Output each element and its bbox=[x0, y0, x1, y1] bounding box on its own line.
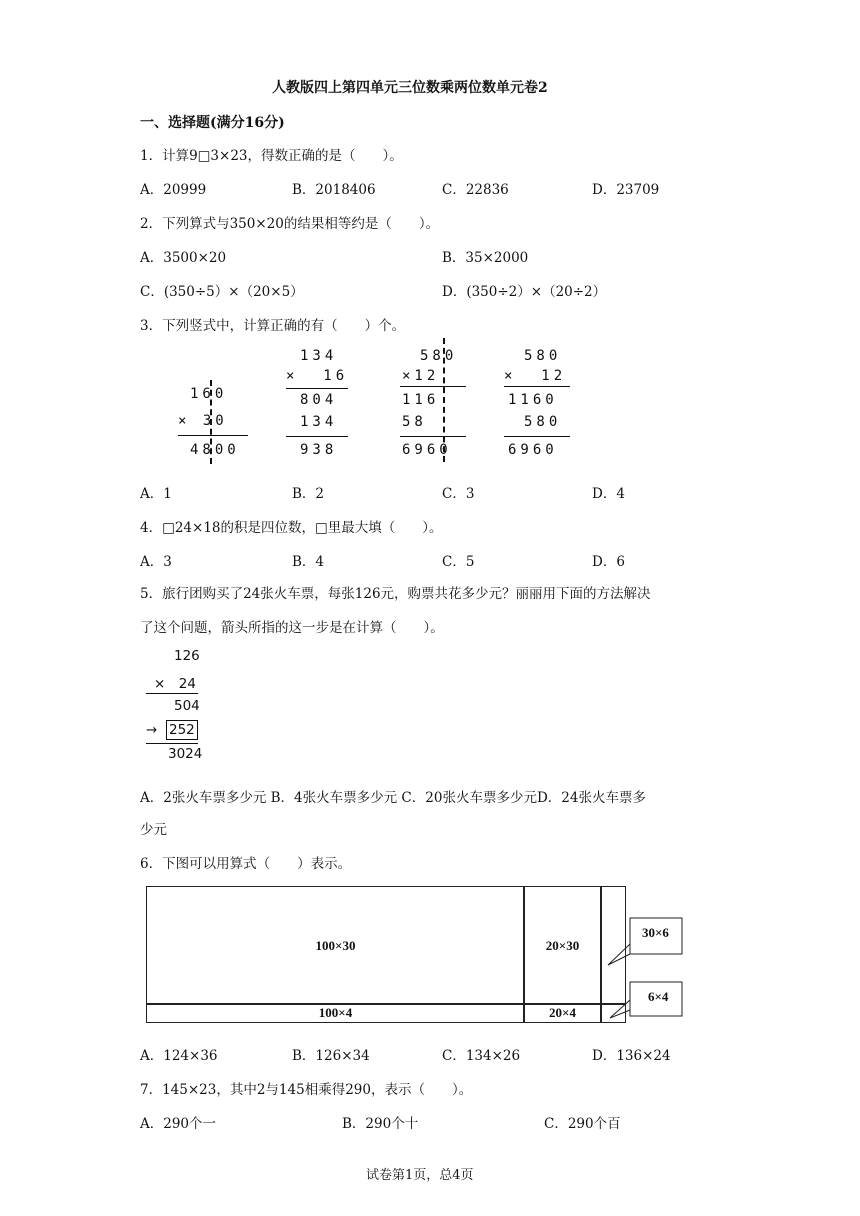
q4-option-c: C．5 bbox=[442, 554, 475, 570]
question-5-stem-line1: 5．旅行团购买了24张火车票，每张126元，购票共花多少元？丽丽用下面的方法解决 bbox=[140, 586, 651, 602]
calc1-row1: 160 bbox=[190, 386, 228, 402]
q4-option-b: B．4 bbox=[292, 554, 325, 570]
calc3-row1: 580 bbox=[420, 348, 458, 364]
cell-20x30: 20×30 bbox=[523, 886, 602, 1005]
q5-row-a: 126 bbox=[174, 648, 200, 664]
cell-20x4: 20×4 bbox=[523, 1003, 602, 1023]
q6-option-d: D．136×24 bbox=[592, 1048, 671, 1064]
q5-options-line1: A．2张火车票多少元 B．4张火车票多少元 C．20张火车票多少元D．24张火车票多 bbox=[140, 790, 646, 806]
calc3-row4: 58 bbox=[402, 414, 427, 430]
calc3-row5: 6960 bbox=[402, 442, 452, 458]
callout-30x6: 30×6 bbox=[642, 925, 669, 940]
calc2-row4: 134 bbox=[300, 414, 338, 430]
calc2-row2: × 16 bbox=[286, 368, 349, 384]
q5-row-d-boxed: 252 bbox=[166, 720, 198, 740]
q2-option-b: B．35×2000 bbox=[442, 250, 529, 266]
calc2-row5: 938 bbox=[300, 442, 338, 458]
q6-option-a: A．124×36 bbox=[140, 1048, 218, 1064]
page-title: 人教版四上第四单元三位数乘两位数单元卷2 bbox=[272, 80, 548, 96]
q2-option-d: D．(350÷2）×（20÷2） bbox=[442, 284, 607, 300]
arrow-icon: → bbox=[146, 722, 158, 738]
section-heading: 一、选择题(满分16分) bbox=[140, 115, 285, 131]
question-7-stem: 7．145×23，其中2与145相乘得290，表示（ ）。 bbox=[140, 1082, 473, 1098]
q6-option-c: C．134×26 bbox=[442, 1048, 521, 1064]
q5-row-e: 3024 bbox=[168, 746, 203, 762]
q1-option-a: A．20999 bbox=[140, 182, 207, 198]
q2-option-c: C．(350÷5）×（20×5） bbox=[140, 284, 304, 300]
q5-options-line2: 少元 bbox=[140, 822, 167, 838]
calc2-row1: 134 bbox=[300, 348, 338, 364]
q1-option-c: C．22836 bbox=[442, 182, 509, 198]
q5-row-c: 504 bbox=[174, 698, 200, 714]
calc3-row3: 116 bbox=[402, 392, 440, 408]
q1-option-b: B．2018406 bbox=[292, 182, 376, 198]
calc2-row3: 804 bbox=[300, 392, 338, 408]
q4-option-d: D．6 bbox=[592, 554, 625, 570]
question-3-stem: 3．下列竖式中，计算正确的有（ ）个。 bbox=[140, 318, 406, 334]
q7-option-c: C．290个百 bbox=[544, 1116, 621, 1132]
q5-row-b: × 24 bbox=[154, 676, 196, 692]
q3-option-d: D．4 bbox=[592, 486, 625, 502]
q1-option-d: D．23709 bbox=[592, 182, 660, 198]
calc4-row1: 580 bbox=[524, 348, 562, 364]
calc4-row3: 1160 bbox=[508, 392, 558, 408]
calc4-row5: 6960 bbox=[508, 442, 558, 458]
calc1-row3: 4800 bbox=[190, 442, 240, 458]
question-5-stem-line2: 了这个问题，箭头所指的这一步是在计算（ ）。 bbox=[140, 620, 444, 636]
question-2-stem: 2．下列算式与350×20的结果相等约是（ ）。 bbox=[140, 216, 440, 232]
callout-6x4: 6×4 bbox=[648, 989, 669, 1004]
calc4-row4: 580 bbox=[524, 414, 562, 430]
calc4-row2: × 12 bbox=[504, 368, 567, 384]
q2-option-a: A．3500×20 bbox=[140, 250, 227, 266]
q7-option-a: A．290个一 bbox=[140, 1116, 217, 1132]
question-4-stem: 4．□24×18的积是四位数，□里最大填（ ）。 bbox=[140, 520, 443, 536]
page-footer: 试卷第1页，总4页 bbox=[366, 1168, 474, 1183]
cell-100x30: 100×30 bbox=[146, 886, 525, 1005]
q7-option-b: B．290个十 bbox=[342, 1116, 419, 1132]
q3-option-c: C．3 bbox=[442, 486, 475, 502]
calc1-row2: × 30 bbox=[178, 413, 228, 429]
q5-vertical-calc bbox=[146, 646, 206, 768]
cell-100x4: 100×4 bbox=[146, 1003, 525, 1023]
q6-option-b: B．126×34 bbox=[292, 1048, 370, 1064]
calc3-row2: ×12 bbox=[402, 368, 440, 384]
q4-option-a: A．3 bbox=[140, 554, 172, 570]
q3-option-a: A．1 bbox=[140, 486, 172, 502]
question-6-stem: 6．下图可以用算式（ ）表示。 bbox=[140, 856, 352, 872]
question-1-stem: 1．计算9□3×23，得数正确的是（ ）。 bbox=[140, 148, 403, 164]
q3-option-b: B．2 bbox=[292, 486, 325, 502]
area-model-diagram bbox=[146, 886, 626, 1023]
